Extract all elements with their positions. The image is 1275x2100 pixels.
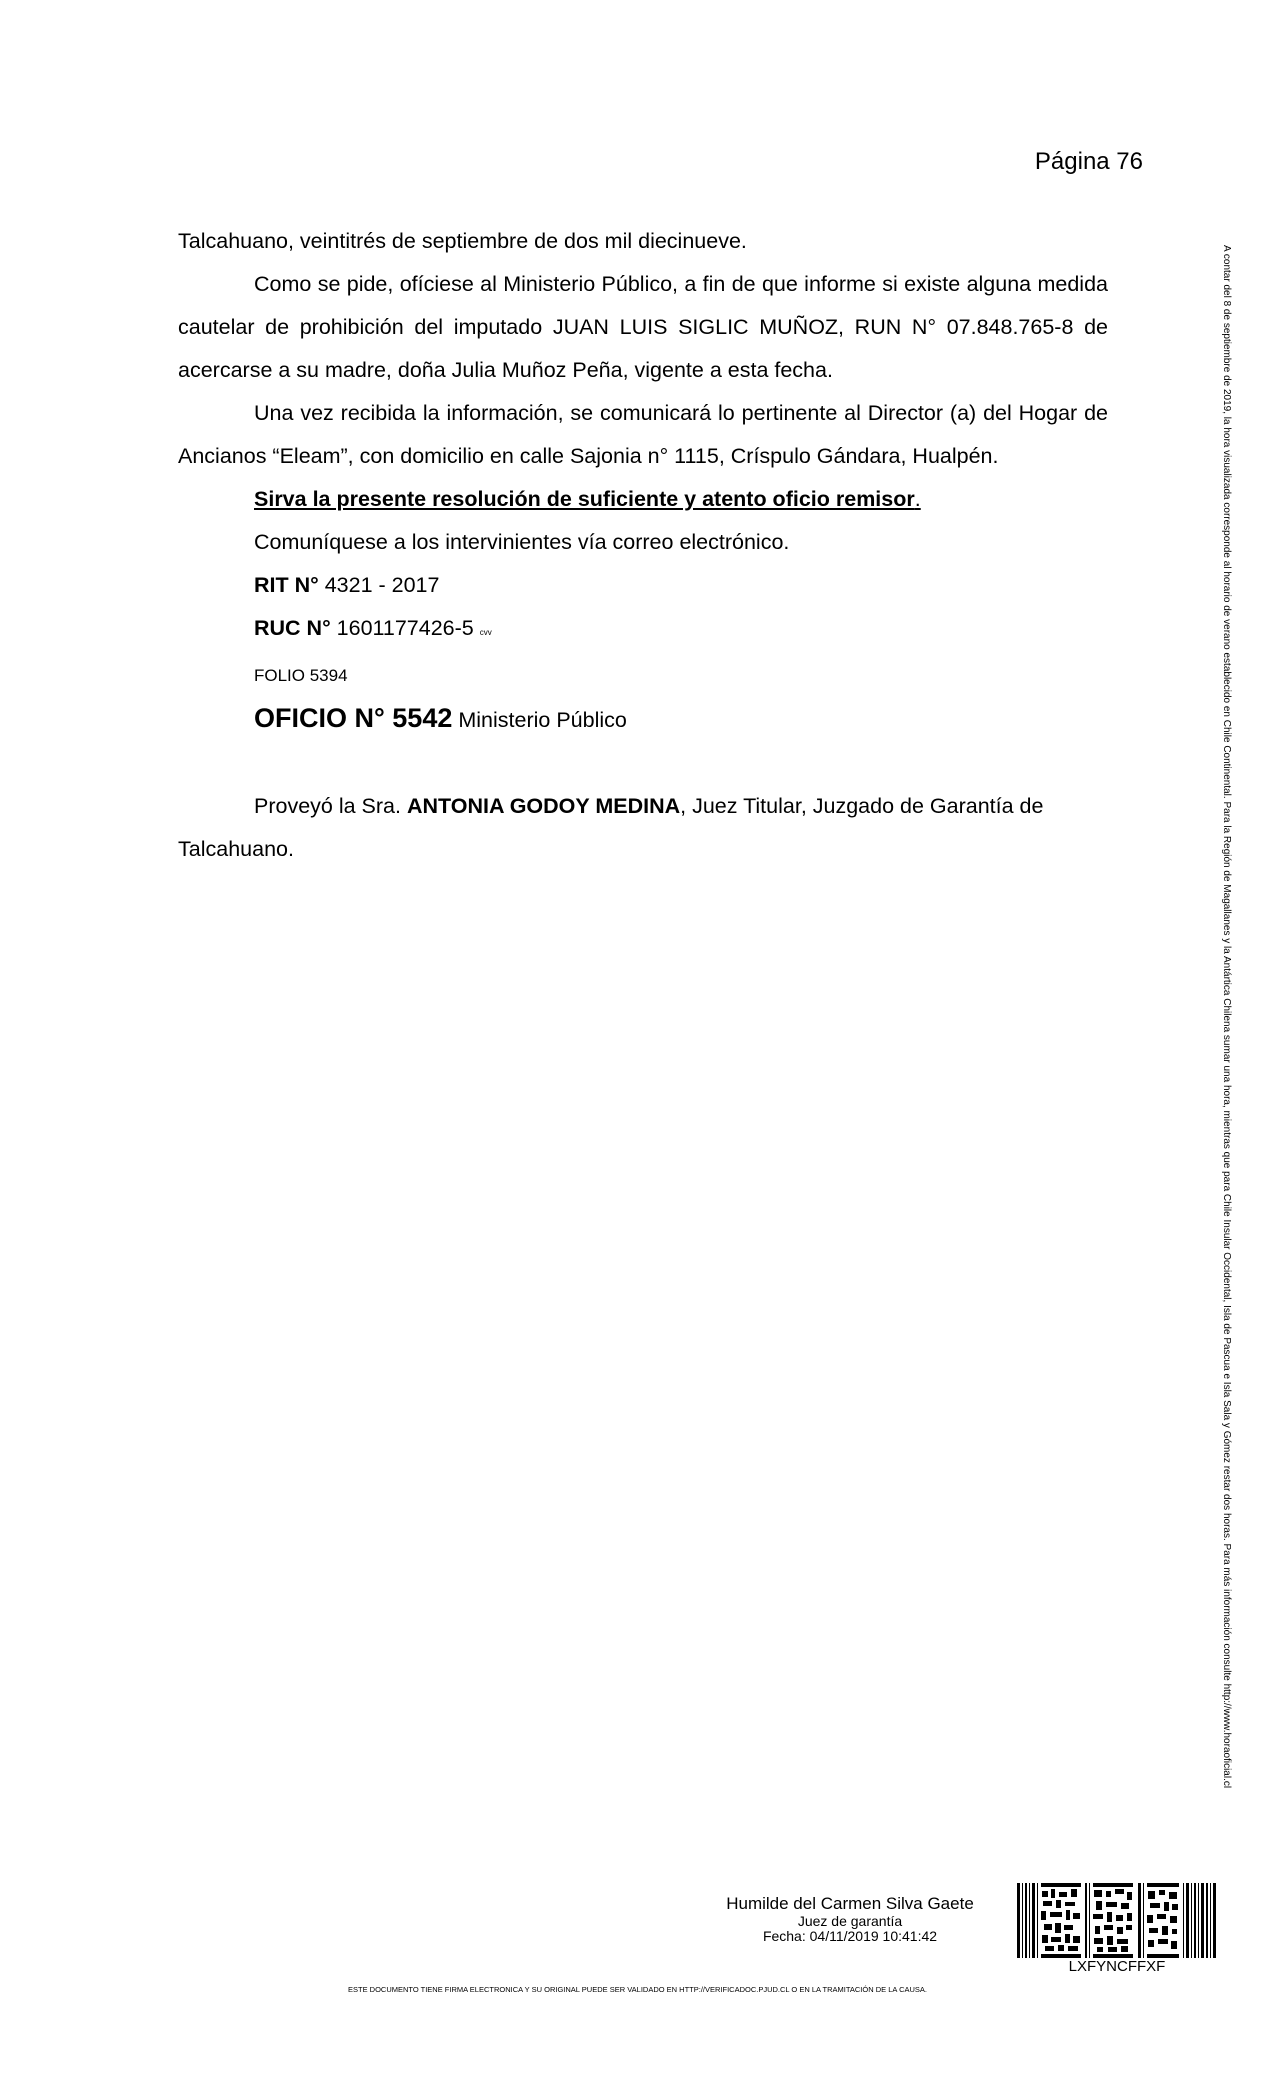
rit-label: RIT N° bbox=[254, 573, 319, 597]
provision-paragraph bbox=[178, 785, 1108, 871]
resolution-body bbox=[178, 220, 1108, 871]
rit-value: 4321 - 2017 bbox=[318, 573, 440, 597]
ruc-label: RUC N° bbox=[254, 616, 331, 640]
notify-line: Comuníquese a los intervinientes vía correo electrónico. bbox=[254, 530, 790, 554]
daylight-saving-note: A contar del 8 de septiembre de 2019, la hora visualizada corresponde al horario de verano establecido en Chile Continental. Para la Región de Magallanes y la Antártica Chilena sumar una hora, mientras que para Chile Insular Occidental, Isla de Pascua e Isla Sala y Gómez restar dos horas. Para más información consulte http://www.horaoficial.cl bbox=[1221, 245, 1232, 1789]
provision-prefix: Proveyó la Sra. bbox=[254, 794, 407, 818]
oficio-line bbox=[178, 697, 1108, 742]
page-number: Página 76 bbox=[1034, 148, 1143, 175]
date-line: Talcahuano, veintitrés de septiembre de dos mil diecinueve. bbox=[178, 229, 747, 253]
signature-date: Fecha: 04/11/2019 10:41:42 bbox=[762, 1928, 938, 1945]
signer-name: Humilde del Carmen Silva Gaete bbox=[726, 1894, 974, 1913]
oficio-destination: Ministerio Público bbox=[452, 708, 627, 732]
signature-block bbox=[700, 1895, 1000, 1944]
rit-line bbox=[178, 564, 1108, 607]
barcode-image bbox=[1017, 1883, 1217, 1958]
resolution-line bbox=[178, 478, 1108, 521]
paragraph-communication: Una vez recibida la información, se comunicará lo pertinente al Director (a) del Hogar de Ancianos “Eleam”, con domicilio en calle Sajonia n° 1115, Críspulo Gándara, Hualpén. bbox=[178, 401, 1108, 468]
signer-role: Juez de garantía bbox=[797, 1912, 903, 1929]
judge-name: ANTONIA GODOY MEDINA bbox=[406, 794, 681, 818]
ruc-line bbox=[178, 607, 1108, 654]
paragraph-request: Como se pide, ofíciese al Ministerio Público, a fin de que informe si existe alguna medida cautelar de prohibición del imputado JUAN LUIS SIGLIC MUÑOZ, RUN N° 07.848.765-8 de acercarse a su madre, doña Julia Muñoz Peña, vigente a esta fecha. bbox=[178, 272, 1108, 382]
folio-line: FOLIO 5394 bbox=[254, 666, 348, 685]
resolution-text: Sirva la presente resolución de suficiente y atento oficio remisor bbox=[254, 487, 915, 511]
blank-line bbox=[178, 742, 1108, 785]
provision-suffix: , Juez Titular, Juzgado de Garantía de Talcahuano. bbox=[178, 794, 1044, 861]
verification-code: LXFYNCFFXF bbox=[1068, 1958, 1166, 1975]
oficio-label: OFICIO N° 5542 bbox=[254, 703, 453, 733]
ruc-suffix: cvv bbox=[479, 628, 492, 637]
footer-validation-note: ESTE DOCUMENTO TIENE FIRMA ELECTRONICA Y SU ORIGINAL PUEDE SER VALIDADO EN HTTP://VERIFICADOC.PJUD.CL O EN LA TRAMITACIÓN DE LA CAUSA. bbox=[347, 1985, 927, 1994]
resolution-period: . bbox=[914, 487, 921, 511]
ruc-value: 1601177426-5 bbox=[330, 616, 474, 640]
